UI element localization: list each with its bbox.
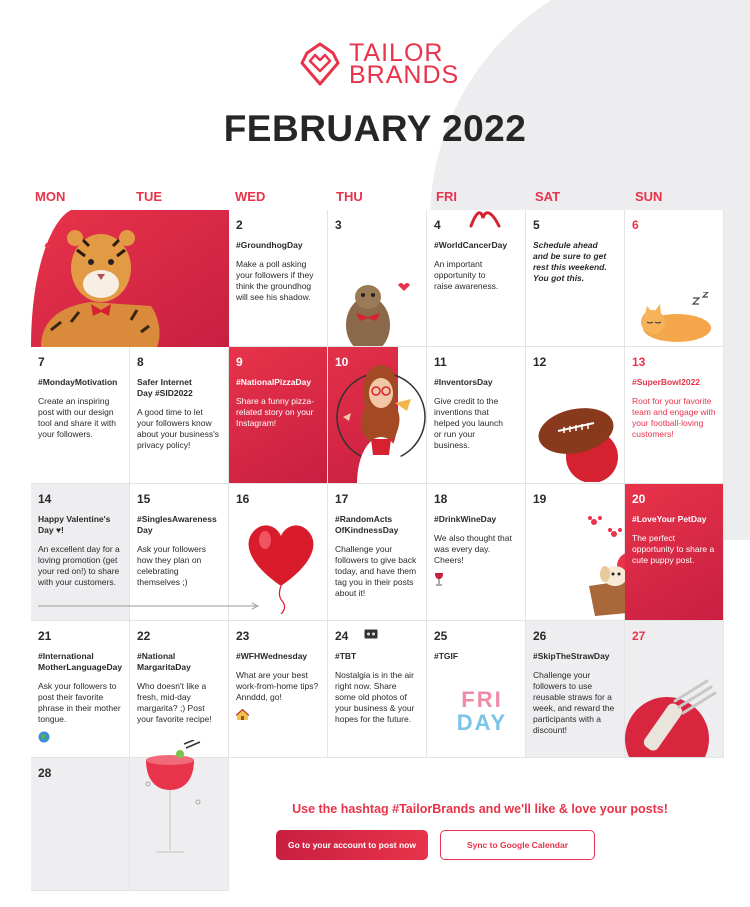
day-number: 19	[533, 492, 547, 506]
calendar-cell-23[interactable]	[229, 621, 328, 758]
calendar-cell-11[interactable]	[427, 347, 526, 484]
day-description: Make a poll asking your followers if they think the groundhog will see his shadow.	[236, 259, 314, 302]
day-number: 23	[236, 629, 250, 643]
calendar-cell-4[interactable]	[427, 210, 526, 347]
day-number: 4	[434, 218, 441, 232]
day-description: Create an inspiring post with our design tool and share it with your followers.	[38, 396, 116, 439]
calendar-cell-20[interactable]	[625, 484, 724, 621]
day-hashtag: Happy Valentine's Day ♥!	[38, 514, 111, 535]
calendar-cell-27[interactable]	[625, 621, 724, 758]
day-number: 28	[38, 766, 52, 780]
day-description: An important opportunity to raise awareness.	[434, 259, 499, 291]
cassette-icon	[364, 629, 378, 639]
cta-text: Use the hashtag #TailorBrands and we'll like & love your posts!	[292, 802, 668, 816]
brand-line-2: BRANDS	[349, 61, 460, 89]
day-hashtag: #TBT	[335, 651, 357, 661]
arrow-line-icon	[38, 602, 260, 610]
day-hashtag: #SkipTheStrawDay	[533, 651, 610, 661]
day-hashtag: #WFHWednesday	[236, 651, 308, 661]
day-number: 6	[632, 218, 639, 232]
calendar-cell-21[interactable]	[31, 621, 130, 758]
friday-art	[447, 689, 517, 735]
calendar-cell-26[interactable]	[526, 621, 625, 758]
day-number: 8	[137, 355, 144, 369]
day-hashtag: #SuperBowl2022	[632, 377, 701, 387]
calendar-cell-16[interactable]	[229, 484, 328, 621]
day-description: Challenge your followers to give back today, and have them tag you in their posts about it!	[335, 544, 417, 598]
day-description: Who doesn't like a fresh, mid-day margarita? ;) Post your favorite recipe!	[137, 681, 212, 724]
calendar-cell-19[interactable]	[526, 484, 625, 621]
day-hashtag: #TGIF	[434, 651, 459, 661]
day-hashtag: #DrinkWineDay	[434, 514, 497, 524]
day-number: 14	[38, 492, 52, 506]
day-hashtag: #International MotherLanguageDay	[38, 651, 123, 672]
calendar-cell-2[interactable]	[229, 210, 328, 347]
sync-google-calendar-button[interactable]: Sync to Google Calendar	[440, 830, 595, 860]
weekday-sun: SUN	[635, 189, 663, 204]
day-number: 17	[335, 492, 349, 506]
heart-balloon-icon	[239, 514, 324, 614]
day-hashtag: #InventorsDay	[434, 377, 493, 387]
day-description: We also thought that was every day. Cheers!	[434, 533, 512, 565]
tiger-icon	[31, 210, 229, 347]
day-description: Give credit to the inventions that helped you launch or run your business.	[434, 396, 504, 450]
calendar-cell-28[interactable]	[31, 758, 130, 891]
day-hashtag: #GroundhogDay	[236, 240, 303, 250]
day-hashtag: #LoveYour PetDay	[632, 514, 707, 524]
go-to-account-button[interactable]: Go to your account to post now	[276, 830, 428, 860]
day-hashtag: #SinglesAwareness Day	[137, 514, 217, 535]
calendar-cell-22[interactable]	[130, 621, 229, 758]
day-hashtag: #WorldCancerDay	[434, 240, 508, 250]
day-number: 21	[38, 629, 52, 643]
day-number: 12	[533, 355, 547, 369]
day-hashtag: #NationalPizzaDay	[236, 377, 312, 387]
page-title: FEBRUARY 2022	[223, 108, 527, 149]
day-art-text: DAY	[456, 710, 508, 735]
day-number: 15	[137, 492, 151, 506]
day-description: Ask your followers how they plan on celebrating themselves ;)	[137, 544, 206, 587]
calendar-cell-13[interactable]	[625, 347, 724, 484]
day-number: 18	[434, 492, 448, 506]
groundhog-icon	[328, 275, 427, 347]
pizza-girl-icon	[333, 355, 427, 484]
day-description: What are your best work-from-home tips? Annddd, go!	[236, 670, 319, 702]
margarita-icon	[140, 740, 210, 880]
day-hashtag: Safer Internet Day #SID2022	[137, 377, 193, 398]
weekday-thu: THU	[336, 189, 363, 204]
fri-art-text: FRI	[461, 687, 503, 712]
day-number: 9	[236, 355, 243, 369]
brand-line-1: TAILOR	[349, 39, 444, 67]
header	[0, 0, 750, 185]
calendar-cell-9[interactable]	[229, 347, 328, 484]
calendar-cell-8[interactable]	[130, 347, 229, 484]
day-number: 22	[137, 629, 151, 643]
calendar-cell-12[interactable]	[526, 347, 625, 484]
ribbon-icon	[467, 210, 503, 230]
tiger-illustration	[31, 210, 229, 347]
day-hashtag: #RandomActs OfKindnessDay	[335, 514, 399, 535]
day-number: 20	[632, 492, 646, 506]
straws-icon	[625, 671, 724, 758]
paw-icon	[586, 514, 626, 550]
day-number: 10	[335, 355, 349, 369]
weekday-wed: WED	[235, 189, 266, 204]
day-number: 5	[533, 218, 540, 232]
day-description: An excellent day for a loving promotion (get your red on!) to share with your customers.	[38, 544, 120, 587]
brand-logo[interactable]	[297, 40, 459, 88]
calendar-cell-10[interactable]	[328, 347, 427, 484]
day-description: A good time to let your followers know about your business's privacy policy!	[137, 407, 219, 450]
calendar-cell-6[interactable]	[625, 210, 724, 347]
day-description: Schedule ahead and be sure to get rest this weekend. You got this.	[533, 240, 607, 283]
day-number: 11	[434, 355, 447, 369]
calendar-cell-3[interactable]	[328, 210, 427, 347]
calendar-cell-17[interactable]	[328, 484, 427, 621]
day-number: 3	[335, 218, 342, 232]
calendar-cell-24[interactable]	[328, 621, 427, 758]
day-number: 2	[236, 218, 243, 232]
wine-glass-icon	[434, 572, 444, 586]
day-hashtag: #National MargaritaDay	[137, 651, 191, 672]
day-number: 16	[236, 492, 250, 506]
calendar-cell-25[interactable]	[427, 621, 526, 758]
weekday-tue: TUE	[136, 189, 162, 204]
globe-icon	[38, 731, 50, 743]
calendar-cell-18[interactable]	[427, 484, 526, 621]
calendar-cell-7[interactable]	[31, 347, 130, 484]
calendar-cell-5[interactable]	[526, 210, 625, 347]
day-hashtag: #MondayMotivation	[38, 377, 118, 387]
day-description: Nostalgia is in the air right now. Share some old photos of your business & your hopes for the future.	[335, 670, 415, 724]
day-description: Ask your followers to post their favorite phrase in their mother tongue.	[38, 681, 121, 724]
day-description: Root for your favorite team and engage with your football-loving customers!	[632, 396, 716, 439]
calendar-cell-14[interactable]	[31, 484, 130, 621]
day-number: 13	[632, 355, 646, 369]
weekday-mon: MON	[35, 189, 66, 204]
day-description: The perfect opportunity to share a cute puppy post.	[632, 533, 715, 565]
day-number: 26	[533, 629, 547, 643]
day-number: 27	[632, 629, 646, 643]
weekday-fri: FRI	[436, 189, 457, 204]
day-number: 7	[38, 355, 45, 369]
day-description: Challenge your followers to use reusable straws for a week, and reward the participants with a discount!	[533, 670, 615, 735]
logo-mark-icon	[297, 41, 343, 87]
sleeping-cat-icon	[633, 292, 721, 344]
calendar-cell-15[interactable]	[130, 484, 229, 621]
weekday-header	[35, 189, 735, 207]
day-number: 24	[335, 629, 349, 643]
day-number: 25	[434, 629, 448, 643]
weekday-sat: SAT	[535, 189, 561, 204]
house-icon	[236, 709, 249, 721]
football-icon	[530, 387, 625, 482]
day-description: Share a funny pizza-related story on your Instagram!	[236, 396, 314, 428]
